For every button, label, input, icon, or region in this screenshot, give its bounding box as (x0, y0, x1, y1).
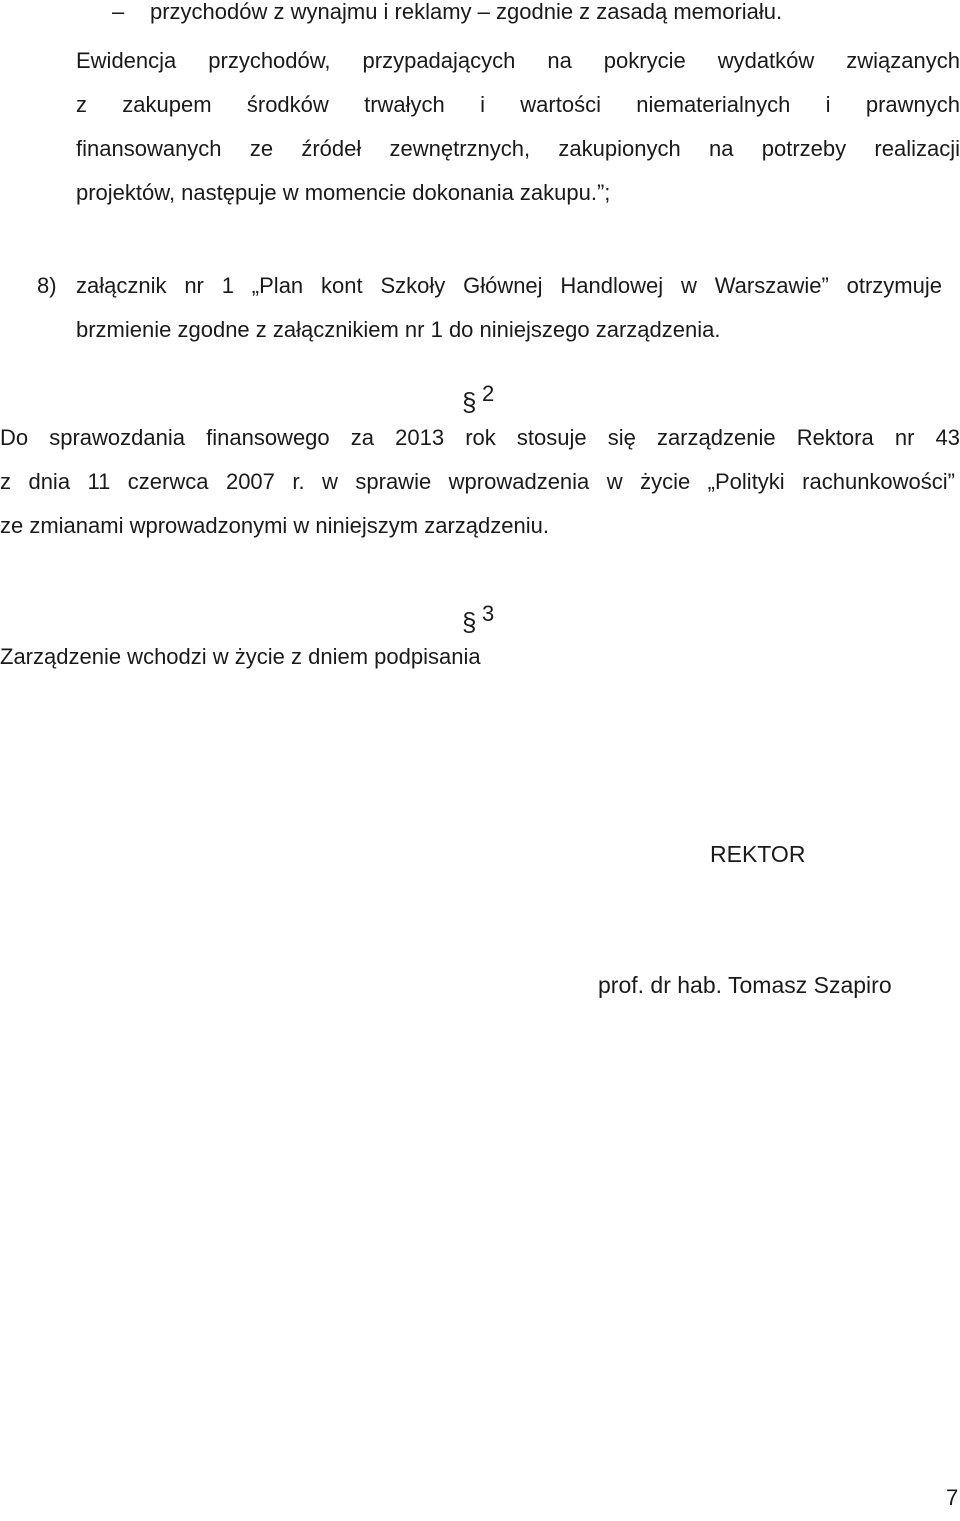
item-8-line-2: brzmienie zgodne z załącznikiem nr 1 do niniejszego zarządzenia. (76, 317, 721, 342)
para3-text: Zarządzenie wchodzi w życie z dniem podpisania (0, 644, 481, 669)
section-3-number: 3 (482, 601, 495, 626)
section-2-number: 2 (482, 381, 495, 406)
bullet-text: przychodów z wynajmu i reklamy – zgodnie z zasadą memoriału. (150, 0, 783, 24)
signature-title: REKTOR (710, 841, 806, 867)
item-8-number: 8) (37, 273, 57, 298)
para2-line-3: ze zmianami wprowadzonymi w niniejszym zarządzeniu. (0, 513, 549, 538)
signature-name: prof. dr hab. Tomasz Szapiro (598, 972, 892, 998)
para1-line-1: Ewidencja przychodów, przypadających na pokrycie wydatków związanych (76, 48, 960, 73)
item-8-line-1: załącznik nr 1 „Plan kont Szkoły Głównej Handlowej w Warszawie” otrzymuje (76, 273, 942, 298)
para1-line-2: z zakupem środków trwałych i wartości niematerialnych i prawnych (76, 92, 960, 117)
page-number: 7 (946, 1485, 959, 1510)
para2-line-2: z dnia 11 czerwca 2007 r. w sprawie wprowadzenia w życie „Polityki rachunkowości” (0, 469, 955, 494)
section-3-sign: § (462, 607, 477, 637)
section-2-sign: § (462, 387, 477, 417)
para2-line-1: Do sprawozdania finansowego za 2013 rok stosuje się zarządzenie Rektora nr 43 (0, 425, 960, 450)
bullet-dash: – (112, 0, 125, 24)
para1-line-4: projektów, następuje w momencie dokonania zakupu.”; (76, 180, 611, 205)
para1-line-3: finansowanych ze źródeł zewnętrznych, zakupionych na potrzeby realizacji (76, 136, 960, 161)
